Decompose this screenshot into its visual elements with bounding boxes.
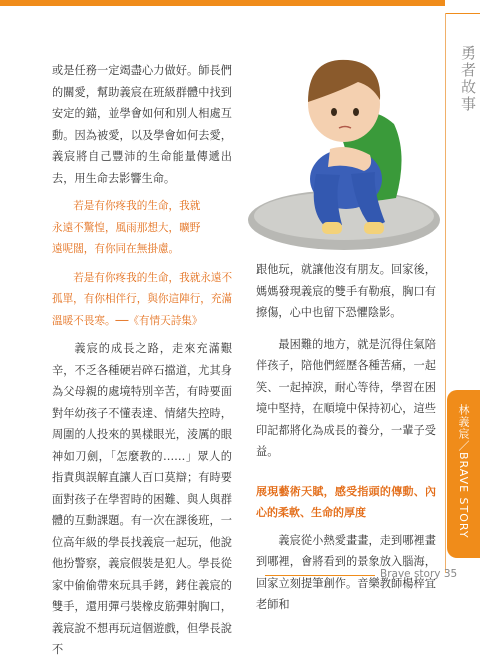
- poem-line: 溫暖不畏寒。──《有情天詩集》: [52, 314, 203, 327]
- poem-line: 孤單，有你相伴行，與你這陣行，充滿: [52, 293, 233, 305]
- footer-rule: [265, 575, 375, 576]
- top-right-rule: [445, 13, 480, 14]
- section-heading: 展現藝術天賦，感受指頭的傳動、內心的柔軟、生命的厚度: [256, 484, 436, 519]
- poem-line: 永遠不驚惶，風雨那想大，曠野: [52, 221, 201, 234]
- left-paragraph-1: 或是任務一定竭盡心力做好。師長們的關愛，幫助義宸在班級群體中找到安定的錨，並學會如何和別人相處互動。因為被愛，以及學會如何去愛，義宸將自己豐沛的生命能量傳遞出去，用生命去影響生命。: [52, 64, 232, 185]
- poem-line: 若是有你疼我的生命，我就永遠不: [73, 271, 233, 284]
- poem-line: 若是有你疼我的生命，我就: [73, 200, 201, 212]
- right-paragraph-2: 最困難的地方，就是沉得住氣陪伴孩子，陪他們經歷各種苦痛，一起笑、一起掉淚，耐心等待，學習在困境中堅持，在順境中保持初心，這些印記都將化為成長的養分，一輩子受益。: [256, 337, 436, 458]
- poem-stanza-1: [52, 196, 232, 261]
- side-divider: [445, 13, 446, 573]
- boy-illustration: [236, 24, 441, 254]
- left-column: [52, 60, 232, 661]
- top-accent-bar: [0, 0, 445, 6]
- right-paragraph-3: 義宸從小熱愛畫畫，走到哪裡畫到哪裡，會將看到的景象放入腦海，回家立刻提筆創作。音樂教師楊梓宜老師和: [256, 533, 436, 611]
- poem-line: 遠呢闊，有你同在無掛慮。: [52, 243, 180, 255]
- side-tab: [447, 390, 480, 558]
- page-footer: Brave story 35: [380, 568, 458, 580]
- right-column: [256, 259, 436, 616]
- right-paragraph-1: 跟他玩，就讓他沒有朋友。回家後，媽媽發現義宸的雙手有勒痕，胸口有擦傷，心中也留下恐懼陰影。: [256, 263, 436, 319]
- side-tab-label: 林義宸／BRAVE STORY: [457, 404, 470, 539]
- left-paragraph-2: 義宸的成長之路，走來充滿艱辛，不乏各種硬岩碎石擋道，尤其身為父母親的處境特別辛苦，有時要面對年幼孩子不懂表達、情緒失控時，周圍的人投來的異樣眼光，淩厲的眼神如刀劍，「怎麼教的……」眾人的指責與誤解直讓人百口莫辯；有時要面對孩子在學習時的困難、與人與群體的互動課題。有一次在課後班，一位高年級的學長找義宸一起玩，他說他扮警察，義宸假裝是犯人。學長從家中偷偷帶來玩具手銬，銬住義宸的雙手，還用彈弓裝橡皮筋彈射胸口，義宸說不想再玩這個遊戲，但學長說不: [52, 342, 232, 656]
- section-title: 勇者故事: [459, 45, 477, 113]
- poem-stanza-2: [52, 268, 232, 333]
